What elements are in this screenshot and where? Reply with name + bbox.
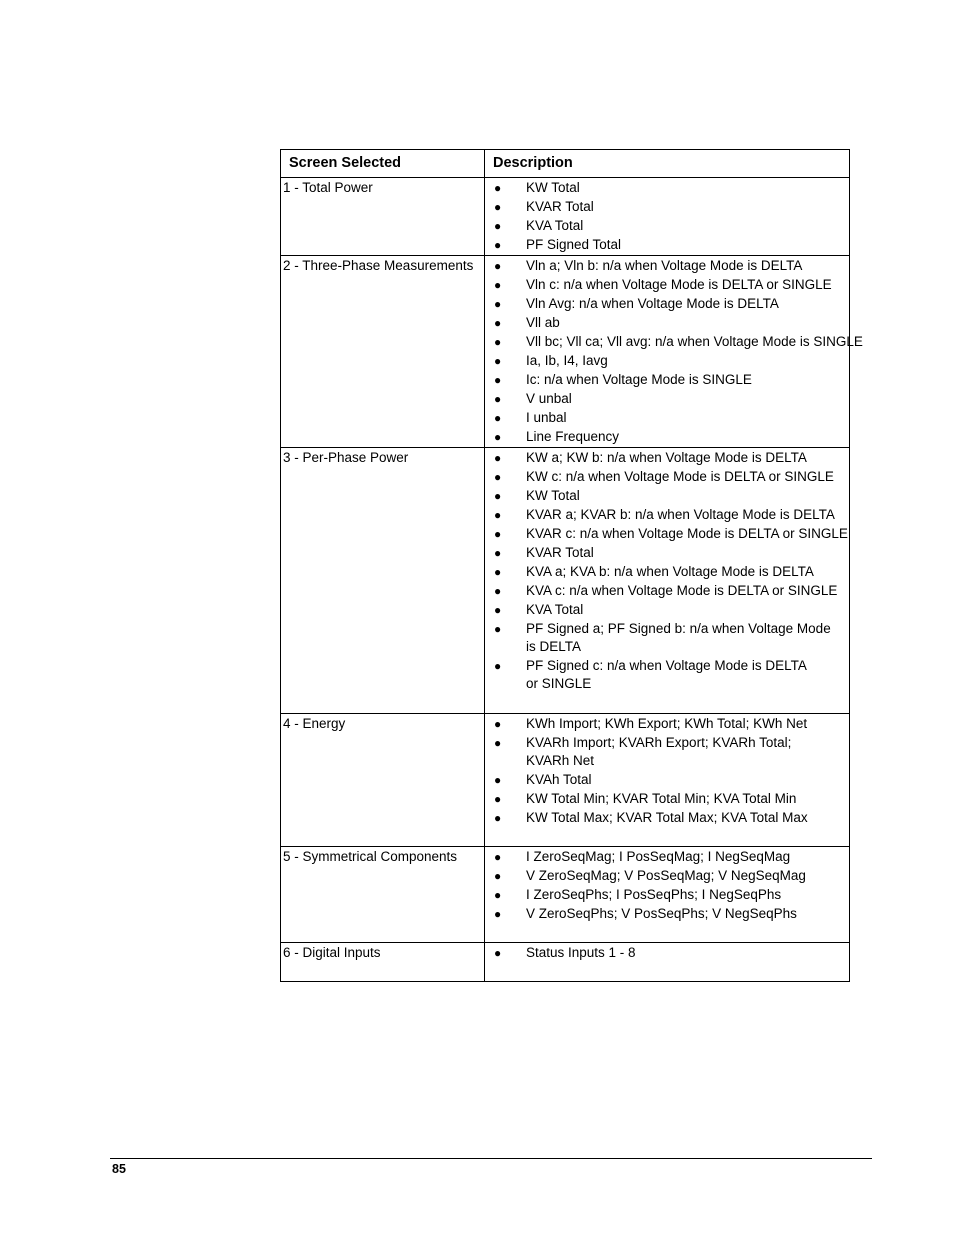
list-item: ● KVA Total bbox=[494, 602, 584, 617]
bullet-icon: ● bbox=[494, 335, 502, 349]
header-description: Description bbox=[485, 150, 850, 178]
screen-cell: 2 - Three-Phase Measurements bbox=[281, 256, 485, 448]
list-item: ● KW Total Min; KVAR Total Min; KVA Total Min bbox=[494, 791, 797, 806]
list-item: ● V ZeroSeqMag; V PosSeqMag; V NegSeqMag bbox=[494, 868, 806, 883]
bullet-icon: ● bbox=[494, 430, 502, 444]
bullet-icon: ● bbox=[494, 717, 502, 731]
bullet-list bbox=[485, 848, 849, 923]
bullet-icon: ● bbox=[494, 316, 502, 330]
bullet-list bbox=[485, 257, 863, 446]
list-item: ● KW a; KW b: n/a when Voltage Mode is DELTA bbox=[494, 450, 807, 465]
list-item: ● KWh Import; KWh Export; KWh Total; KWh Net bbox=[494, 716, 808, 731]
bullet-icon: ● bbox=[494, 869, 502, 883]
list-item: ● KVA c: n/a when Voltage Mode is DELTA or SINGLE bbox=[494, 583, 838, 598]
bullet-icon: ● bbox=[494, 584, 502, 598]
bullet-icon: ● bbox=[494, 546, 502, 560]
list-item: ● I ZeroSeqPhs; I PosSeqPhs; I NegSeqPhs bbox=[494, 887, 782, 902]
list-item: ● KW c: n/a when Voltage Mode is DELTA or SINGLE bbox=[494, 469, 834, 484]
list-item: ● Vln Avg: n/a when Voltage Mode is DELTA bbox=[494, 296, 779, 311]
description-cell bbox=[485, 714, 850, 847]
list-item: ● Vln a; Vln b: n/a when Voltage Mode is DELTA bbox=[494, 258, 803, 273]
bullet-icon: ● bbox=[494, 773, 502, 787]
table-row bbox=[281, 943, 850, 982]
bullet-icon: ● bbox=[494, 736, 502, 750]
bullet-icon: ● bbox=[494, 354, 502, 368]
bullet-icon: ● bbox=[494, 792, 502, 806]
description-cell bbox=[485, 847, 850, 943]
bullet-icon: ● bbox=[494, 181, 502, 195]
list-item: ● Vln c: n/a when Voltage Mode is DELTA or SINGLE bbox=[494, 277, 832, 292]
list-item: ● KVA a; KVA b: n/a when Voltage Mode is DELTA bbox=[494, 564, 814, 579]
screen-description-table bbox=[280, 149, 863, 982]
list-item: ● Ia, Ib, I4, Iavg bbox=[494, 353, 608, 368]
table-row bbox=[281, 714, 850, 847]
list-item: ● V ZeroSeqPhs; V PosSeqPhs; V NegSeqPhs bbox=[494, 906, 797, 921]
list-item: ● KVAh Total bbox=[494, 772, 592, 787]
table-row bbox=[281, 448, 850, 714]
bullet-icon: ● bbox=[494, 622, 502, 636]
list-item: ● KVA Total bbox=[494, 218, 584, 233]
bullet-icon: ● bbox=[494, 946, 502, 960]
screen-cell: 5 - Symmetrical Components bbox=[281, 847, 485, 943]
bullet-icon: ● bbox=[494, 659, 502, 673]
list-item: ● Ic: n/a when Voltage Mode is SINGLE bbox=[494, 372, 752, 387]
bullet-icon: ● bbox=[494, 565, 502, 579]
bullet-icon: ● bbox=[494, 259, 502, 273]
list-item: ● KVAR Total bbox=[494, 545, 594, 560]
bullet-icon: ● bbox=[494, 527, 502, 541]
list-item: ● V unbal bbox=[494, 391, 572, 406]
list-item: ● KVAR a; KVAR b: n/a when Voltage Mode is DELTA bbox=[494, 507, 835, 522]
bullet-list bbox=[485, 715, 849, 827]
header-screen-selected: Screen Selected bbox=[281, 150, 485, 178]
bullet-list bbox=[485, 944, 849, 962]
list-item: ● KVAR Total bbox=[494, 199, 594, 214]
description-cell bbox=[485, 178, 850, 256]
bullet-list bbox=[485, 449, 849, 693]
bullet-icon: ● bbox=[494, 603, 502, 617]
bullet-icon: ● bbox=[494, 907, 502, 921]
page-number: 85 bbox=[112, 1162, 126, 1176]
list-item: ● PF Signed a; PF Signed b: n/a when Voltage Mode is DELTA bbox=[494, 621, 831, 654]
bullet-icon: ● bbox=[494, 200, 502, 214]
footer-divider bbox=[110, 1158, 872, 1159]
bullet-icon: ● bbox=[494, 219, 502, 233]
list-item: ● KVARh Import; KVARh Export; KVARh Total; KVARh Net bbox=[494, 735, 792, 768]
list-item: ● I unbal bbox=[494, 410, 567, 425]
list-item: ● PF Signed c: n/a when Voltage Mode is DELTA or SINGLE bbox=[494, 658, 807, 691]
list-item: ● KW Total Max; KVAR Total Max; KVA Total Max bbox=[494, 810, 808, 825]
screen-cell: 4 - Energy bbox=[281, 714, 485, 847]
description-cell bbox=[485, 943, 850, 982]
bullet-icon: ● bbox=[494, 451, 502, 465]
table-header-row bbox=[281, 150, 850, 178]
list-item: ● Vll ab bbox=[494, 315, 560, 330]
list-item: ● PF Signed Total bbox=[494, 237, 622, 252]
bullet-icon: ● bbox=[494, 850, 502, 864]
list-item: ● KW Total bbox=[494, 488, 580, 503]
table-row bbox=[281, 847, 850, 943]
screen-cell: 6 - Digital Inputs bbox=[281, 943, 485, 982]
bullet-icon: ● bbox=[494, 278, 502, 292]
bullet-icon: ● bbox=[494, 508, 502, 522]
table-row bbox=[281, 256, 850, 448]
bullet-icon: ● bbox=[494, 392, 502, 406]
screen-cell: 1 - Total Power bbox=[281, 178, 485, 256]
bullet-icon: ● bbox=[494, 470, 502, 484]
list-item: ● KW Total bbox=[494, 180, 580, 195]
list-item: ● KVAR c: n/a when Voltage Mode is DELTA or SINGLE bbox=[494, 526, 848, 541]
bullet-icon: ● bbox=[494, 888, 502, 902]
bullet-icon: ● bbox=[494, 811, 502, 825]
list-item: ● Status Inputs 1 - 8 bbox=[494, 945, 636, 960]
list-item: ● I ZeroSeqMag; I PosSeqMag; I NegSeqMag bbox=[494, 849, 791, 864]
list-item: ● Vll bc; Vll ca; Vll avg: n/a when Voltage Mode is SINGLE bbox=[494, 334, 863, 349]
bullet-icon: ● bbox=[494, 411, 502, 425]
list-item: ● Line Frequency bbox=[494, 429, 620, 444]
bullet-icon: ● bbox=[494, 297, 502, 311]
bullet-icon: ● bbox=[494, 489, 502, 503]
table-row bbox=[281, 178, 850, 256]
description-cell bbox=[485, 448, 850, 714]
description-cell bbox=[485, 256, 863, 448]
bullet-list bbox=[485, 179, 849, 254]
screen-cell: 3 - Per-Phase Power bbox=[281, 448, 485, 714]
bullet-icon: ● bbox=[494, 373, 502, 387]
bullet-icon: ● bbox=[494, 238, 502, 252]
